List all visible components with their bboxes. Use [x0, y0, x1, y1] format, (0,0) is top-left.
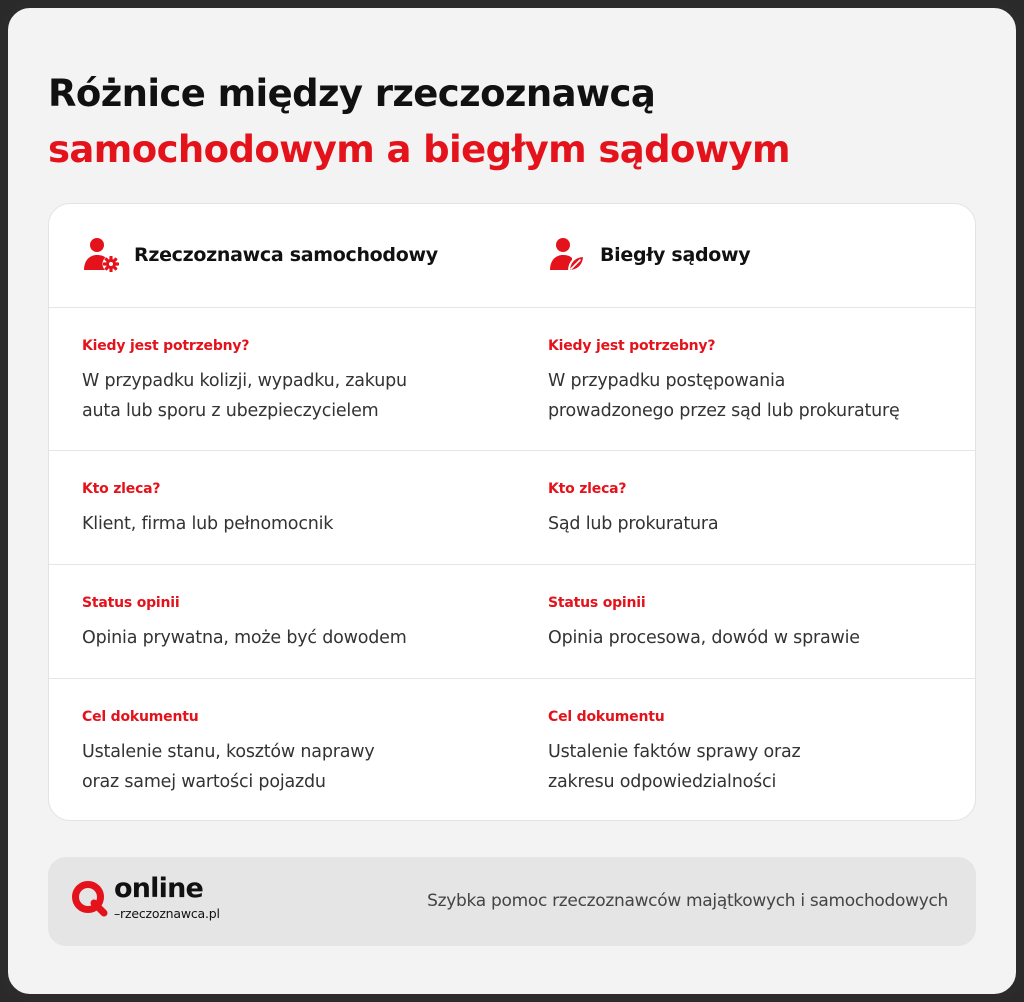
page-title [48, 66, 790, 178]
row-value: W przypadku kolizji, wypadku, zakupu auta lub sporu z ubezpieczycielem [82, 371, 407, 421]
row-label: Kiedy jest potrzebny? [548, 338, 716, 354]
footer-bar [48, 857, 976, 946]
row-value: Ustalenie faktów sprawy oraz zakresu odpowiedzialności [548, 742, 801, 792]
brand-logo[interactable] [70, 873, 270, 927]
row-value: Opinia prywatna, może być dowodem [82, 628, 407, 648]
column-title-court-expert: Biegły sądowy [600, 244, 751, 266]
title-line-1: Różnice między rzeczoznawcą [48, 72, 656, 115]
column-header-court-expert [548, 236, 750, 274]
user-gear-icon [82, 236, 120, 274]
row-value: Sąd lub prokuratura [548, 514, 719, 534]
row-label: Kiedy jest potrzebny? [82, 338, 250, 354]
comparison-header [49, 204, 975, 308]
row-value: Ustalenie stanu, kosztów naprawy oraz samej wartości pojazdu [82, 742, 375, 792]
row-value: W przypadku postępowania prowadzonego przez sąd lub prokuraturę [548, 371, 900, 421]
row-value: Opinia procesowa, dowód w sprawie [548, 628, 860, 648]
row-label: Kto zleca? [82, 481, 161, 497]
user-leaf-icon [548, 236, 586, 274]
logo-domain: –rzeczoznawca.pl [114, 906, 220, 921]
comparison-row-who-orders [49, 451, 975, 565]
comparison-row-document-purpose [49, 679, 975, 820]
comparison-row-when-needed [49, 308, 975, 451]
row-label: Status opinii [82, 595, 180, 611]
logo-wordmark: online [114, 873, 204, 904]
column-header-expert [82, 236, 438, 274]
comparison-row-opinion-status [49, 565, 975, 679]
row-label: Cel dokumentu [82, 709, 199, 725]
row-label: Kto zleca? [548, 481, 627, 497]
footer-tagline: Szybka pomoc rzeczoznawców majątkowych i samochodowych [427, 891, 948, 911]
column-title-expert: Rzeczoznawca samochodowy [134, 244, 438, 266]
comparison-card [48, 203, 976, 821]
row-label: Cel dokumentu [548, 709, 665, 725]
row-label: Status opinii [548, 595, 646, 611]
title-line-2: samochodowym a biegłym sądowym [48, 128, 790, 171]
row-value: Klient, firma lub pełnomocnik [82, 514, 334, 534]
magnifier-logo-icon [70, 879, 110, 919]
